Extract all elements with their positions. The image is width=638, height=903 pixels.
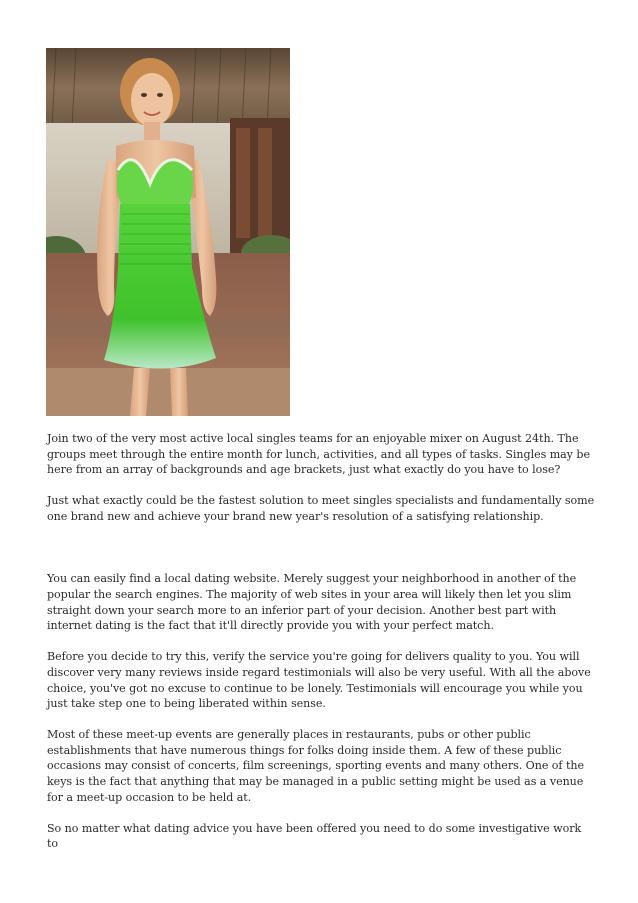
paragraph: Just what exactly could be the fastest solution to meet singles specialists and fundamentally some one brand new and achieve your brand new year's resolution of a satisfying relationship. [47, 494, 595, 523]
woman-in-green-dress-photo [46, 48, 290, 416]
paragraph: You can easily find a local dating website. Merely suggest your neighborhood in another of the popular the search engines. The majority of web sites in your area will likely then let you slim straight down your search more to an inferior part of your decision. Another best part with internet dating is the fact that it'll directly provide you with your perfect match. [47, 572, 577, 633]
paragraph: So no matter what dating advice you have been offered you need to do some investigative work to [47, 821, 582, 851]
article-body [47, 431, 595, 868]
paragraph: Most of these meet-up events are generally places in restaurants, pubs or other public establishments that have numerous things for folks doing inside them. A few of these public occasions may consist of concerts, film screenings, sporting events and many others. One of the keys is the fact that anything that may be managed in a public setting might be used as a venue for a meet-up occasion to be held at. [47, 728, 584, 804]
paragraph: Join two of the very most active local singles teams for an enjoyable mixer on August 24th. The groups meet through the entire month for lunch, activities, and all types of tasks. Singles may be here from an array of backgrounds and age brackets, just what exactly do you have to lose? [47, 432, 590, 477]
paragraph: Before you decide to try this, verify the service you're going for delivers quality to you. You will discover very many reviews inside regard testimonials will also be very useful. With all the above choice, you've got no excuse to continue to be lonely. Testimonials will encourage you while you just take step one to being liberated within sense. [47, 650, 591, 711]
